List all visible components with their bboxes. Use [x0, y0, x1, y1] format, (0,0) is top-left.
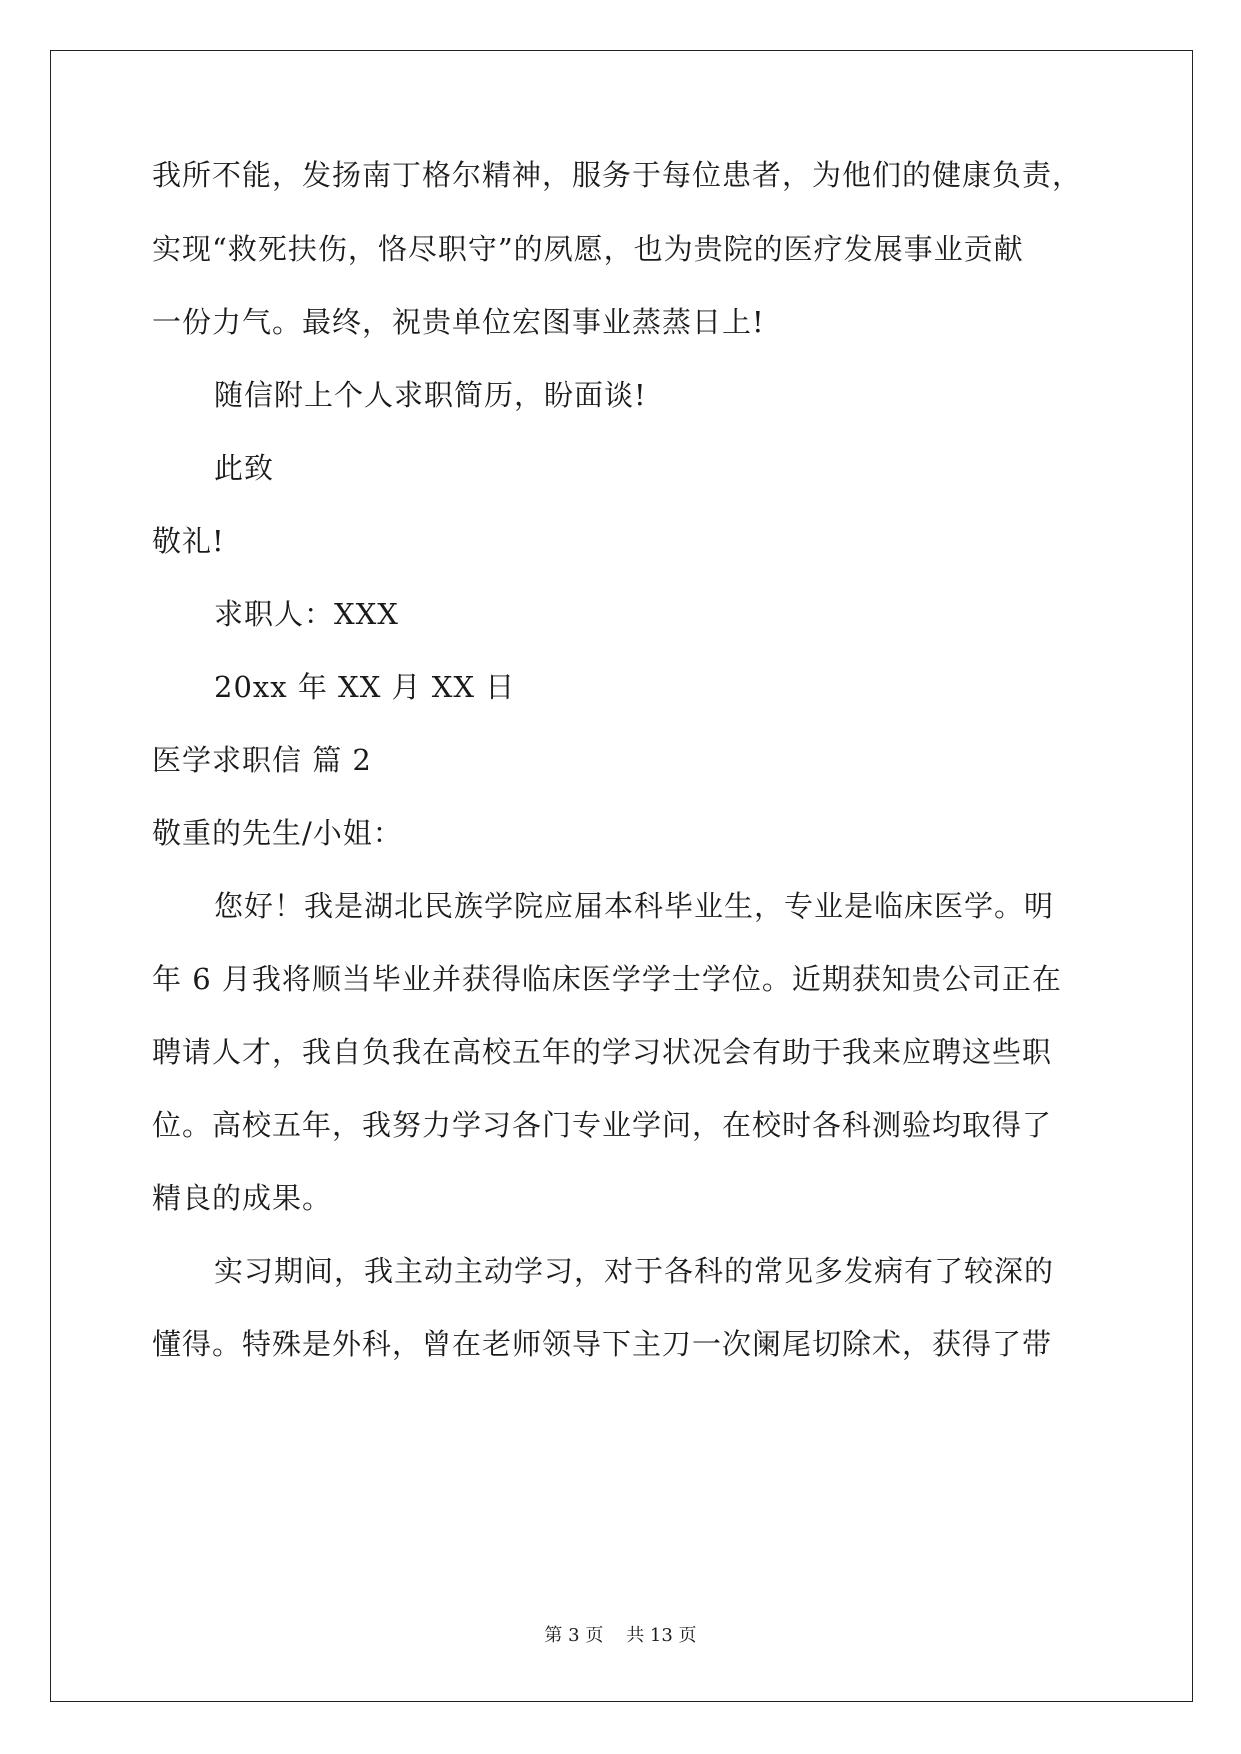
body-line-13: 聘请人才，我自负我在高校五年的学习状况会有助于我来应聘这些职	[152, 1035, 1053, 1069]
greeting: 敬重的先生/小姐：	[152, 816, 403, 850]
signature-date: 20xx 年 XX 月 XX 日	[214, 670, 516, 704]
attachment-note: 随信附上个人求职简历，盼面谈!	[214, 378, 647, 412]
closing-phrase: 此致	[214, 451, 275, 485]
section-title: 医学求职信 篇 2	[152, 743, 372, 777]
body-line-2: 实现“救死扶伤，恪尽职守”的夙愿，也为贵院的医疗发展事业贡献	[152, 232, 1024, 266]
body-line-17: 懂得。特殊是外科，曾在老师领导下主刀一次阑尾切除术，获得了带	[152, 1327, 1053, 1361]
body-line-14: 位。高校五年，我努力学习各门专业学问，在校时各科测验均取得了	[152, 1108, 1053, 1142]
page-border	[50, 50, 1193, 1702]
body-line-1: 我所不能，发扬南丁格尔精神，服务于每位患者，为他们的健康负责，	[152, 158, 1083, 192]
body-line-16: 实习期间，我主动主动学习，对于各科的常见多发病有了较深的	[214, 1254, 1055, 1288]
body-line-3: 一份力气。最终，祝贵单位宏图事业蒸蒸日上!	[152, 305, 765, 339]
page-footer: 第 3 页 共 13 页	[544, 1625, 697, 1646]
body-line-12: 年 6 月我将顺当毕业并获得临床医学学士学位。近期获知贵公司正在	[152, 962, 1062, 996]
salutation-closing: 敬礼!	[152, 524, 225, 558]
signature-applicant: 求职人：XXX	[214, 597, 399, 631]
body-line-11: 您好！我是湖北民族学院应届本科毕业生，专业是临床医学。明	[214, 889, 1055, 923]
body-line-15: 精良的成果。	[152, 1181, 333, 1215]
